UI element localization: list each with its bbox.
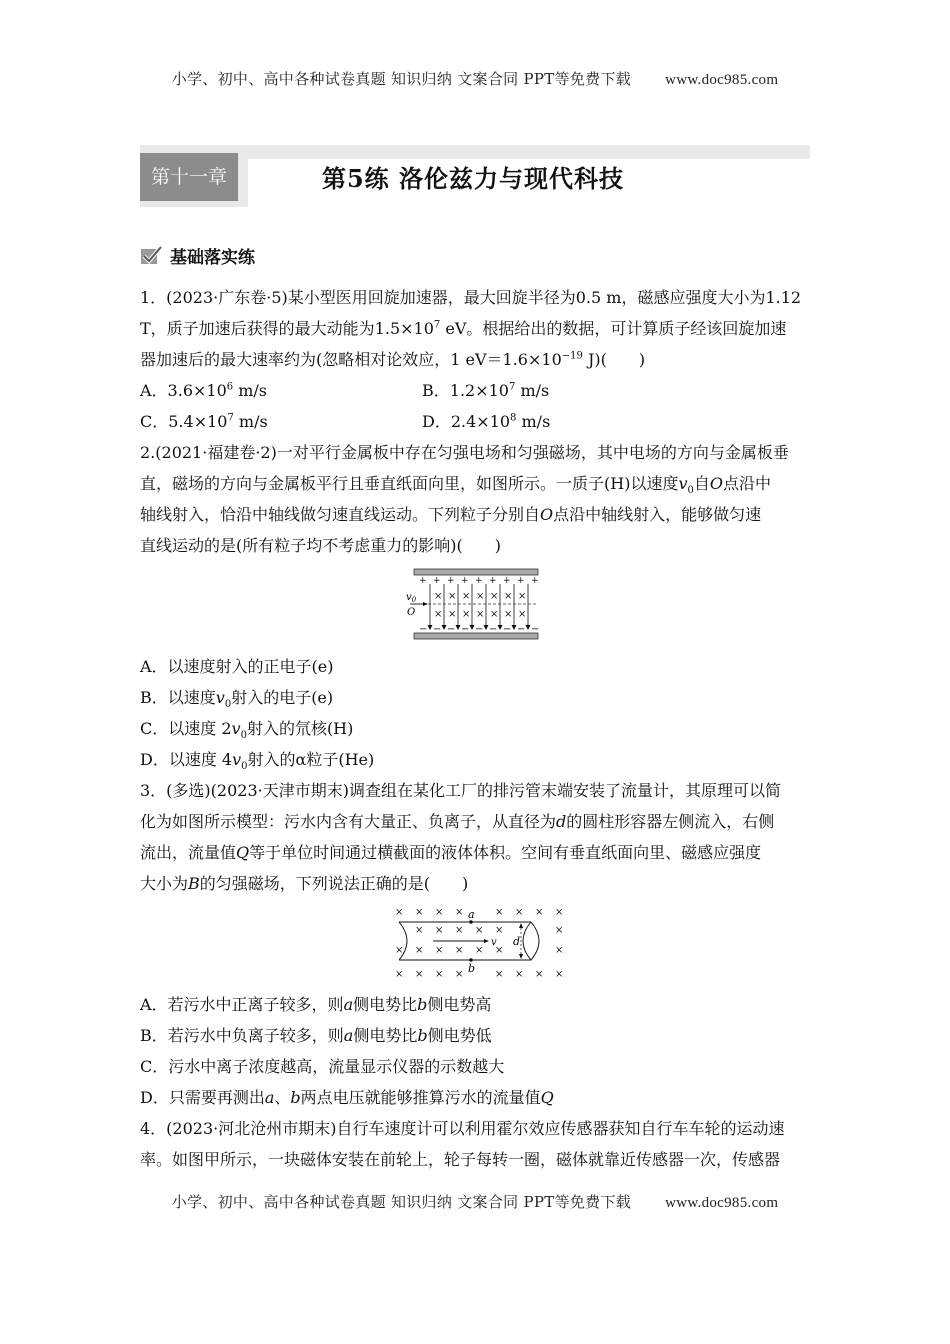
cross-mark: × (455, 969, 464, 980)
velocity-label: $v_0$ (406, 592, 417, 604)
section-label: 基础落实练 (170, 248, 255, 268)
cross-mark: × (490, 609, 499, 620)
site-header-url[interactable]: www.doc985.com (665, 72, 779, 88)
cross-mark: × (476, 609, 485, 620)
minus-sign: − (447, 624, 456, 635)
cross-mark: × (415, 945, 424, 956)
parallel-plates-figure (406, 567, 546, 647)
site-header-text: 小学、初中、高中各种试卷真题 知识归纳 文案合同 PPT等免费下载 (171, 70, 632, 88)
cross-mark: × (415, 969, 424, 980)
cross-mark: × (555, 969, 564, 980)
lesson-title: 第5练 洛伦兹力与现代科技 (321, 164, 625, 193)
cross-mark: × (475, 945, 484, 956)
site-footer-url[interactable]: www.doc985.com (665, 1195, 779, 1211)
minus-sign: − (461, 624, 470, 635)
cross-mark: × (515, 907, 524, 918)
cross-mark: × (395, 945, 404, 956)
cross-mark: × (555, 907, 564, 918)
flowmeter-figure (391, 905, 564, 985)
plus-sign: + (475, 576, 483, 586)
origin-label: O (407, 607, 416, 618)
q1-option-a[interactable]: A．$3.6\times 10^6$ m/s (140, 381, 268, 400)
point-b-label: b (468, 962, 476, 975)
question-3: 3．(多选)(2023·天津市期末)调查组在某化工厂的排污管末端安装了流量计，其原理可以简 化为如图所示模型：污水内含有大量正、负离子，从直径为d的圆柱形容器左侧流入，右侧 流出，流量值Q等于单位时间通过横截面的液体体积。空间有垂直纸面向里、磁感应强度 大小为B的匀强磁场，下列说法正确的是( ) × × × × × × × × × × × × × × × × × × × × × × × × × × × × × a b v d A．若污水中正离子较多，则a侧电势比b侧电势高 B．若污水中负离子较多，则a侧电势比b侧电势低 C．污水中离子浓度越高，流量显示仪器的示数越大 D．只需要再测出a、b两点电压就能够推算污水的流量值Q (140, 775, 812, 1113)
plus-sign: + (419, 576, 427, 586)
q2-option-b[interactable]: B．以速度$v_0$射入的电子(e) (140, 688, 334, 711)
cross-mark: × (455, 925, 464, 936)
chapter-tab: 第十一章 (140, 153, 238, 201)
cross-mark: × (518, 591, 527, 602)
q1-option-c[interactable]: C．$5.4\times 10^7$ m/s (140, 412, 268, 431)
point-a-label: a (468, 908, 475, 921)
minus-sign: − (503, 624, 512, 635)
cross-mark: × (515, 969, 524, 980)
cross-mark: × (476, 591, 485, 602)
cross-mark: × (435, 969, 444, 980)
minus-sign: − (475, 624, 484, 635)
question-2: 2.(2021·福建卷·2)一对平行金属板中存在匀强电场和匀强磁场，其中电场的方向与金属板垂 直，磁场的方向与金属板平行且垂直纸面向里，如图所示。一质子(H)以速度$v_0$自O点沿中 轴线射入，恰沿中轴线做匀速直线运动。下列粒子分别自O点沿中轴线射入，能够做匀速 直线运动的是(所有粒子均不考虑重力的影响)( ) + + + + + + + + + × × × × × × × × × × × × × × − − − − − − − − − $v_0$ O A．以速度射入的正电子(e) B．以速度$v_0$射入的电子(e) C．以速度 $2v_0$射入的氘核(H) D．以速度 $4v_0$射入的α粒子(He) (140, 437, 812, 775)
cross-mark: × (504, 591, 513, 602)
cross-mark: × (490, 591, 499, 602)
cross-mark: × (415, 907, 424, 918)
site-header (0, 68, 950, 89)
q3-option-b[interactable]: B．若污水中负离子较多，则a侧电势比b侧电势低 (140, 1026, 492, 1045)
cross-mark: × (448, 591, 457, 602)
cross-mark: × (462, 591, 471, 602)
q1-option-d[interactable]: D．$2.4\times 10^8$ m/s (422, 412, 551, 431)
plus-sign: + (503, 576, 511, 586)
plus-sign: + (531, 576, 539, 586)
minus-sign: − (433, 624, 442, 635)
diameter-label: d (513, 935, 521, 948)
question-1: 1．(2023·广东卷·5)某小型医用回旋加速器，最大回旋半径为0.5 m，磁感应强度大小为1.12 T，质子加速后获得的最大动能为$1.5\times 10^7$ eV。根据给出的数据，可计算质子经该回旋加速 器加速后的最大速率约为(忽略相对论效应，1 $eV=1.6\times 10^{-19}$ J)( ) A．$3.6\times 10^6$ m/s B．$1.2\times 10^7$ m/s C．$5.4\times 10^7$ m/s D．$2.4\times 10^8$ m/s (140, 282, 812, 437)
cross-mark: × (555, 925, 564, 936)
cross-mark: × (434, 609, 443, 620)
minus-sign: − (419, 624, 428, 635)
cross-mark: × (535, 907, 544, 918)
cross-mark: × (495, 907, 504, 918)
cross-mark: × (495, 969, 504, 980)
minus-sign: − (489, 624, 498, 635)
title-banner (140, 145, 810, 213)
cross-mark: × (495, 925, 504, 936)
question-list (140, 282, 812, 1175)
cross-mark: × (395, 907, 404, 918)
checkbox-icon (140, 245, 162, 265)
plus-sign: + (461, 576, 469, 586)
q1-option-b[interactable]: B．$1.2\times 10^7$ m/s (422, 381, 550, 400)
question-4: 4．(2023·河北沧州市期末)自行车速度计可以利用霍尔效应传感器获知自行车车轮的运动速 率。如图甲所示，一块磁体安装在前轮上，轮子每转一圈，磁体就靠近传感器一次，传感器 (140, 1119, 785, 1169)
cross-mark: × (475, 925, 484, 936)
cross-mark: × (504, 609, 513, 620)
cross-mark: × (518, 609, 527, 620)
site-footer-text: 小学、初中、高中各种试卷真题 知识归纳 文案合同 PPT等免费下载 (171, 1193, 632, 1211)
cross-mark: × (555, 945, 564, 956)
minus-sign: − (531, 624, 540, 635)
q3-option-d[interactable]: D．只需要再测出a、b两点电压就能够推算污水的流量值Q (140, 1088, 554, 1107)
cross-mark: × (495, 945, 504, 956)
q2-option-c[interactable]: C．以速度 $2v_0$射入的氘核(H) (140, 719, 354, 742)
cross-mark: × (462, 609, 471, 620)
cross-mark: × (395, 969, 404, 980)
q3-option-a[interactable]: A．若污水中正离子较多，则a侧电势比b侧电势高 (140, 995, 492, 1014)
cross-mark: × (435, 907, 444, 918)
cross-mark: × (415, 925, 424, 936)
cross-mark: × (448, 609, 457, 620)
q3-option-c[interactable]: C．污水中离子浓度越高，流量显示仪器的示数越大 (140, 1057, 505, 1076)
cross-mark: × (435, 925, 444, 936)
plus-sign: + (489, 576, 497, 586)
minus-sign: − (517, 624, 526, 635)
cross-mark: × (535, 969, 544, 980)
cross-mark: × (455, 945, 464, 956)
q2-option-d[interactable]: D．以速度 $4v_0$射入的α粒子(He) (140, 750, 375, 773)
cross-mark: × (434, 591, 443, 602)
velocity-label: v (491, 937, 497, 948)
plus-sign: + (433, 576, 441, 586)
cross-mark: × (455, 907, 464, 918)
site-footer (0, 1191, 950, 1212)
plus-sign: + (517, 576, 525, 586)
cross-mark: × (435, 945, 444, 956)
plus-sign: + (447, 576, 455, 586)
q2-option-a[interactable]: A．以速度射入的正电子(e) (140, 657, 334, 676)
